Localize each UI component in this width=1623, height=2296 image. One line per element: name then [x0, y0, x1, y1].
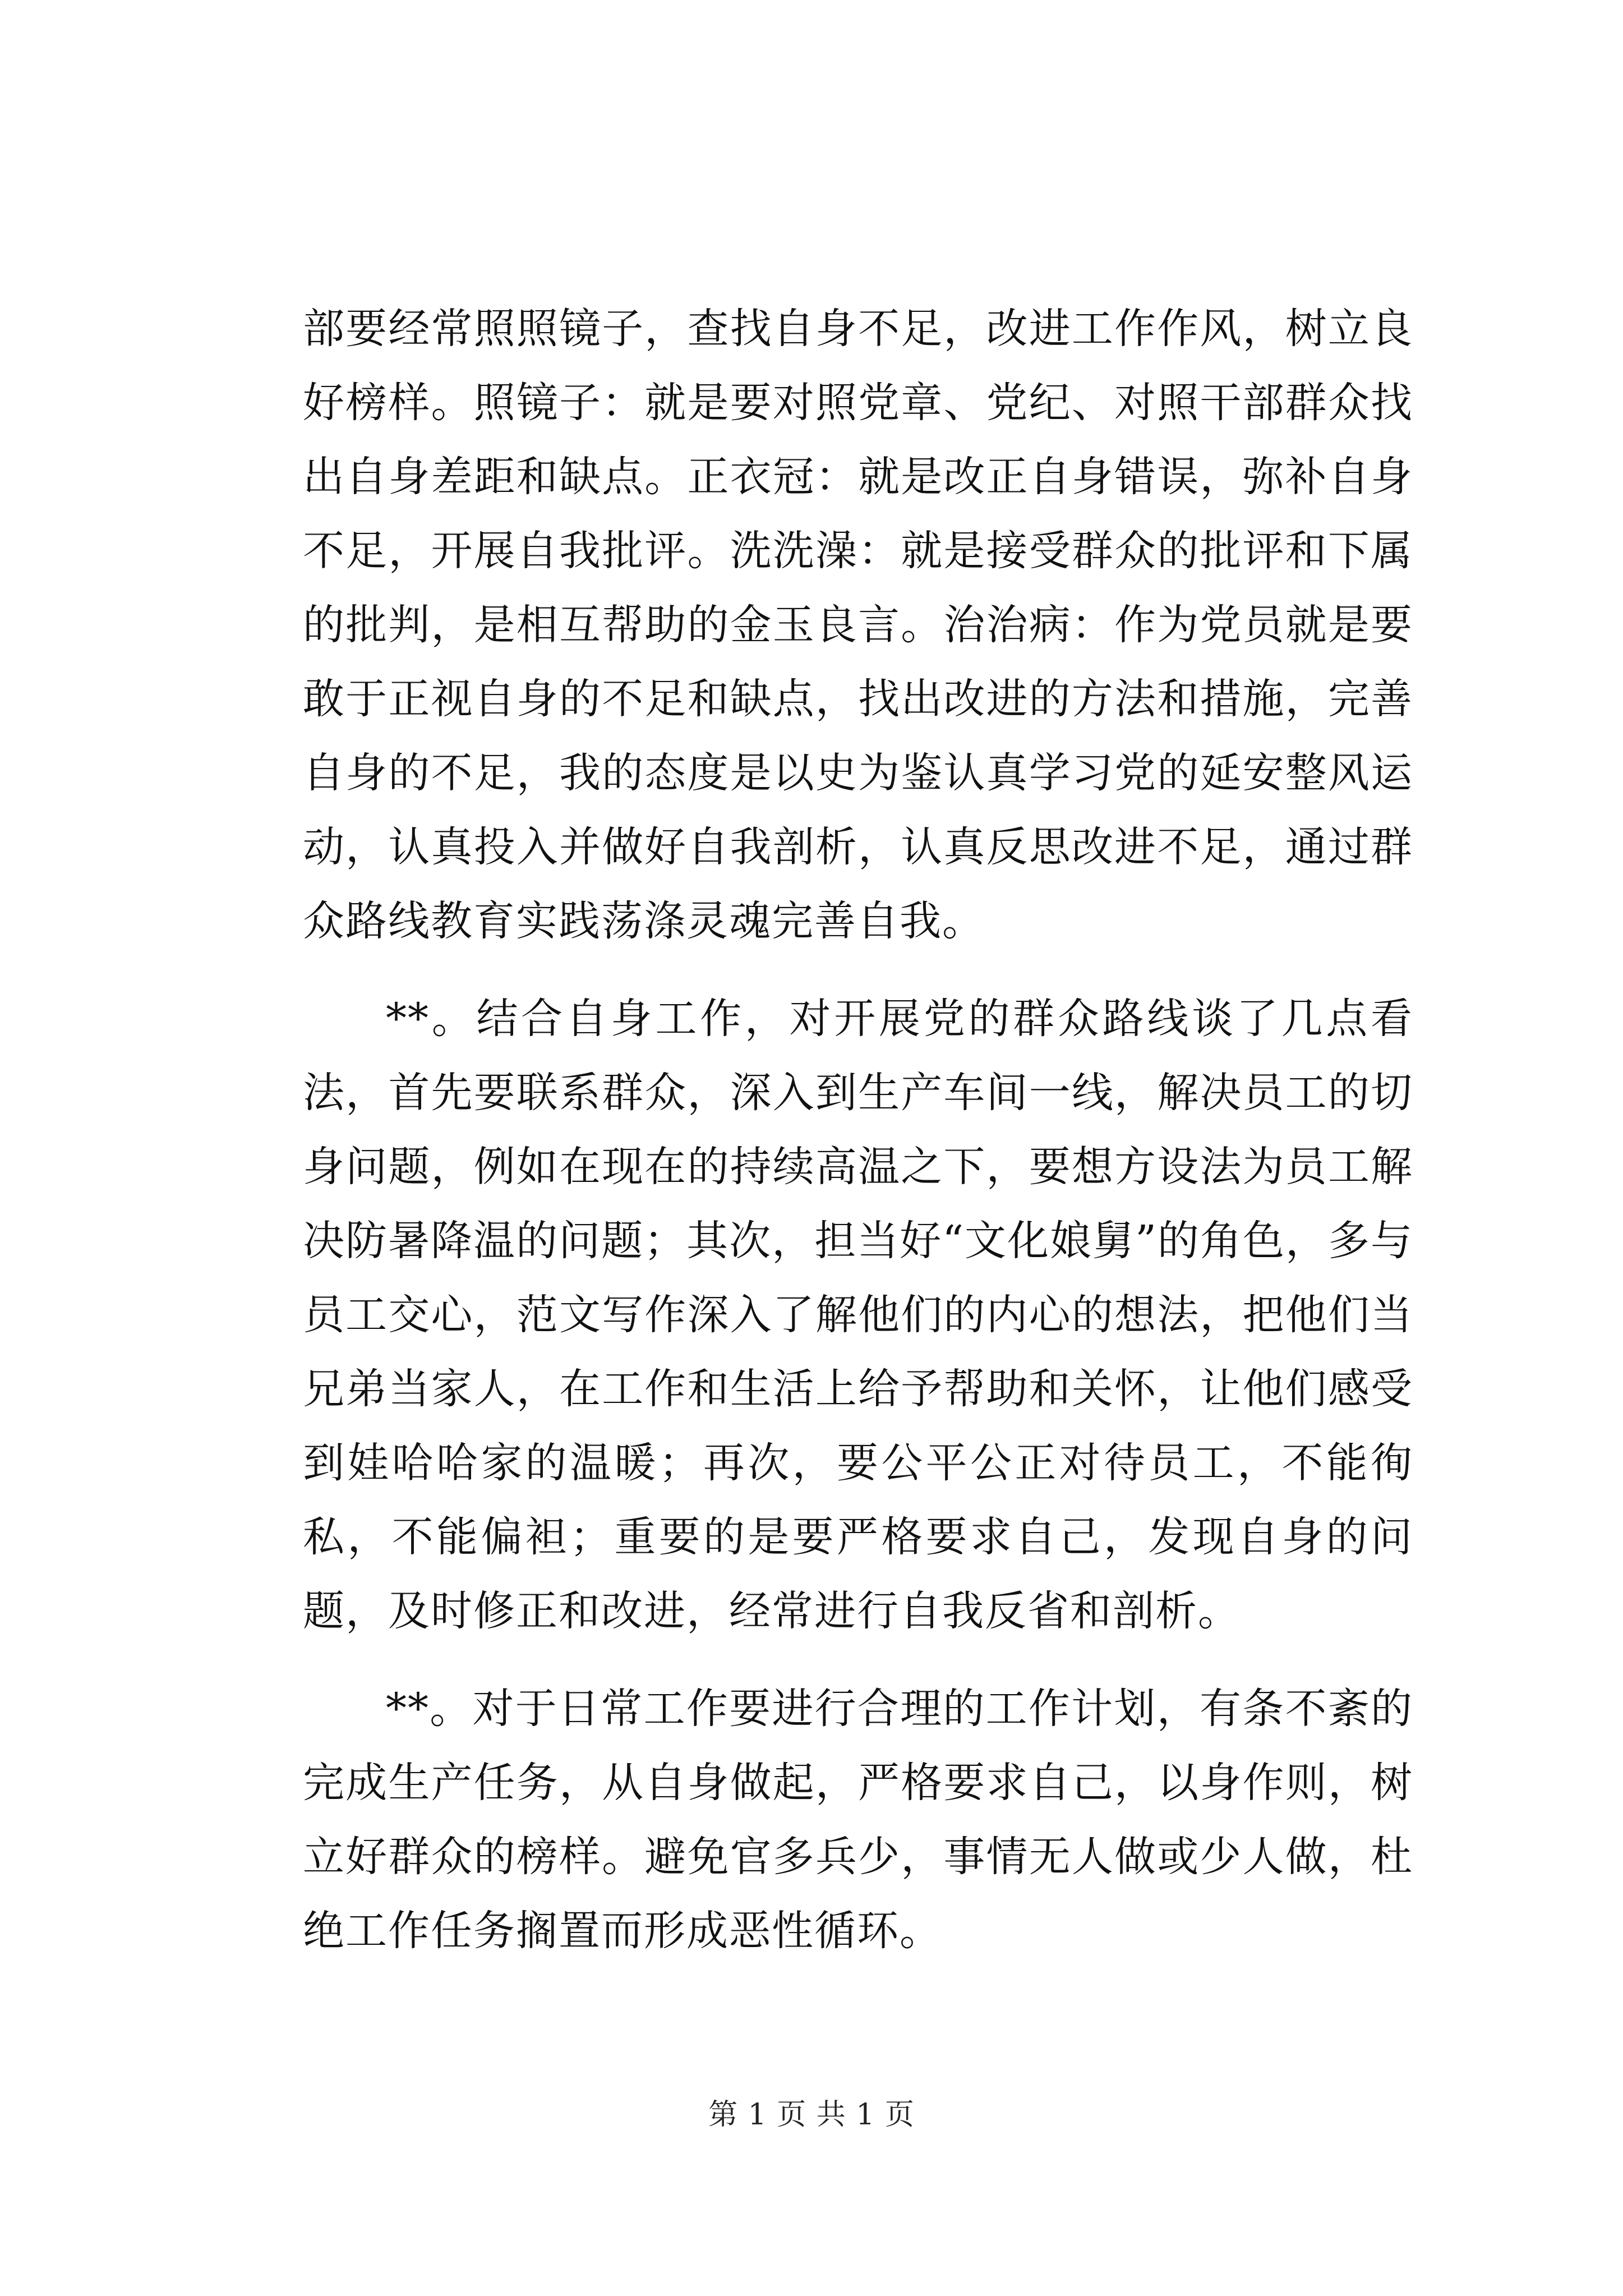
paragraph-1: 部要经常照照镜子，查找自身不足，改进工作作风，树立良好榜样。照镜子：就是要对照党章、党纪、对照干部群众找出自身差距和缺点。正衣冠：就是改正自身错误，弥补自身不足，开展自我批评。洗洗澡：就是接受群众的批评和下属的批判，是相互帮助的金玉良言。治治病：作为党员就是要敢于正视自身的不足和缺点，找出改进的方法和措施，完善自身的不足，我的态度是以史为鉴认真学习党的延安整风运动，认真投入并做好自我剖析，认真反思改进不足，通过群众路线教育实践荡涤灵魂完善自我。 [303, 305, 1413, 945]
page-footer: 第 1 页 共 1 页 [708, 2098, 915, 2132]
document-body [303, 292, 1413, 1968]
paragraph-3: **。对于日常工作要进行合理的工作计划，有条不紊的完成生产任务，从自身做起，严格要求自己，以身作则，树立好群众的榜样。避免官多兵少，事情无人做或少人做，杜绝工作任务搁置而形成恶性循环。 [303, 1685, 1413, 1955]
paragraph-2: **。结合自身工作，对开展党的群众路线谈了几点看法，首先要联系群众，深入到生产车间一线，解决员工的切身问题，例如在现在的持续高温之下，要想方设法为员工解决防暑降温的问题；其次，担当好“文化娘舅”的角色，多与员工交心，范文写作深入了解他们的内心的想法，把他们当兄弟当家人，在工作和生活上给予帮助和关怀，让他们感受到娃哈哈家的温暖；再次，要公平公正对待员工，不能徇私，不能偏袒；重要的是要严格要求自己，发现自身的问题，及时修正和改进，经常进行自我反省和剖析。 [303, 995, 1413, 1635]
